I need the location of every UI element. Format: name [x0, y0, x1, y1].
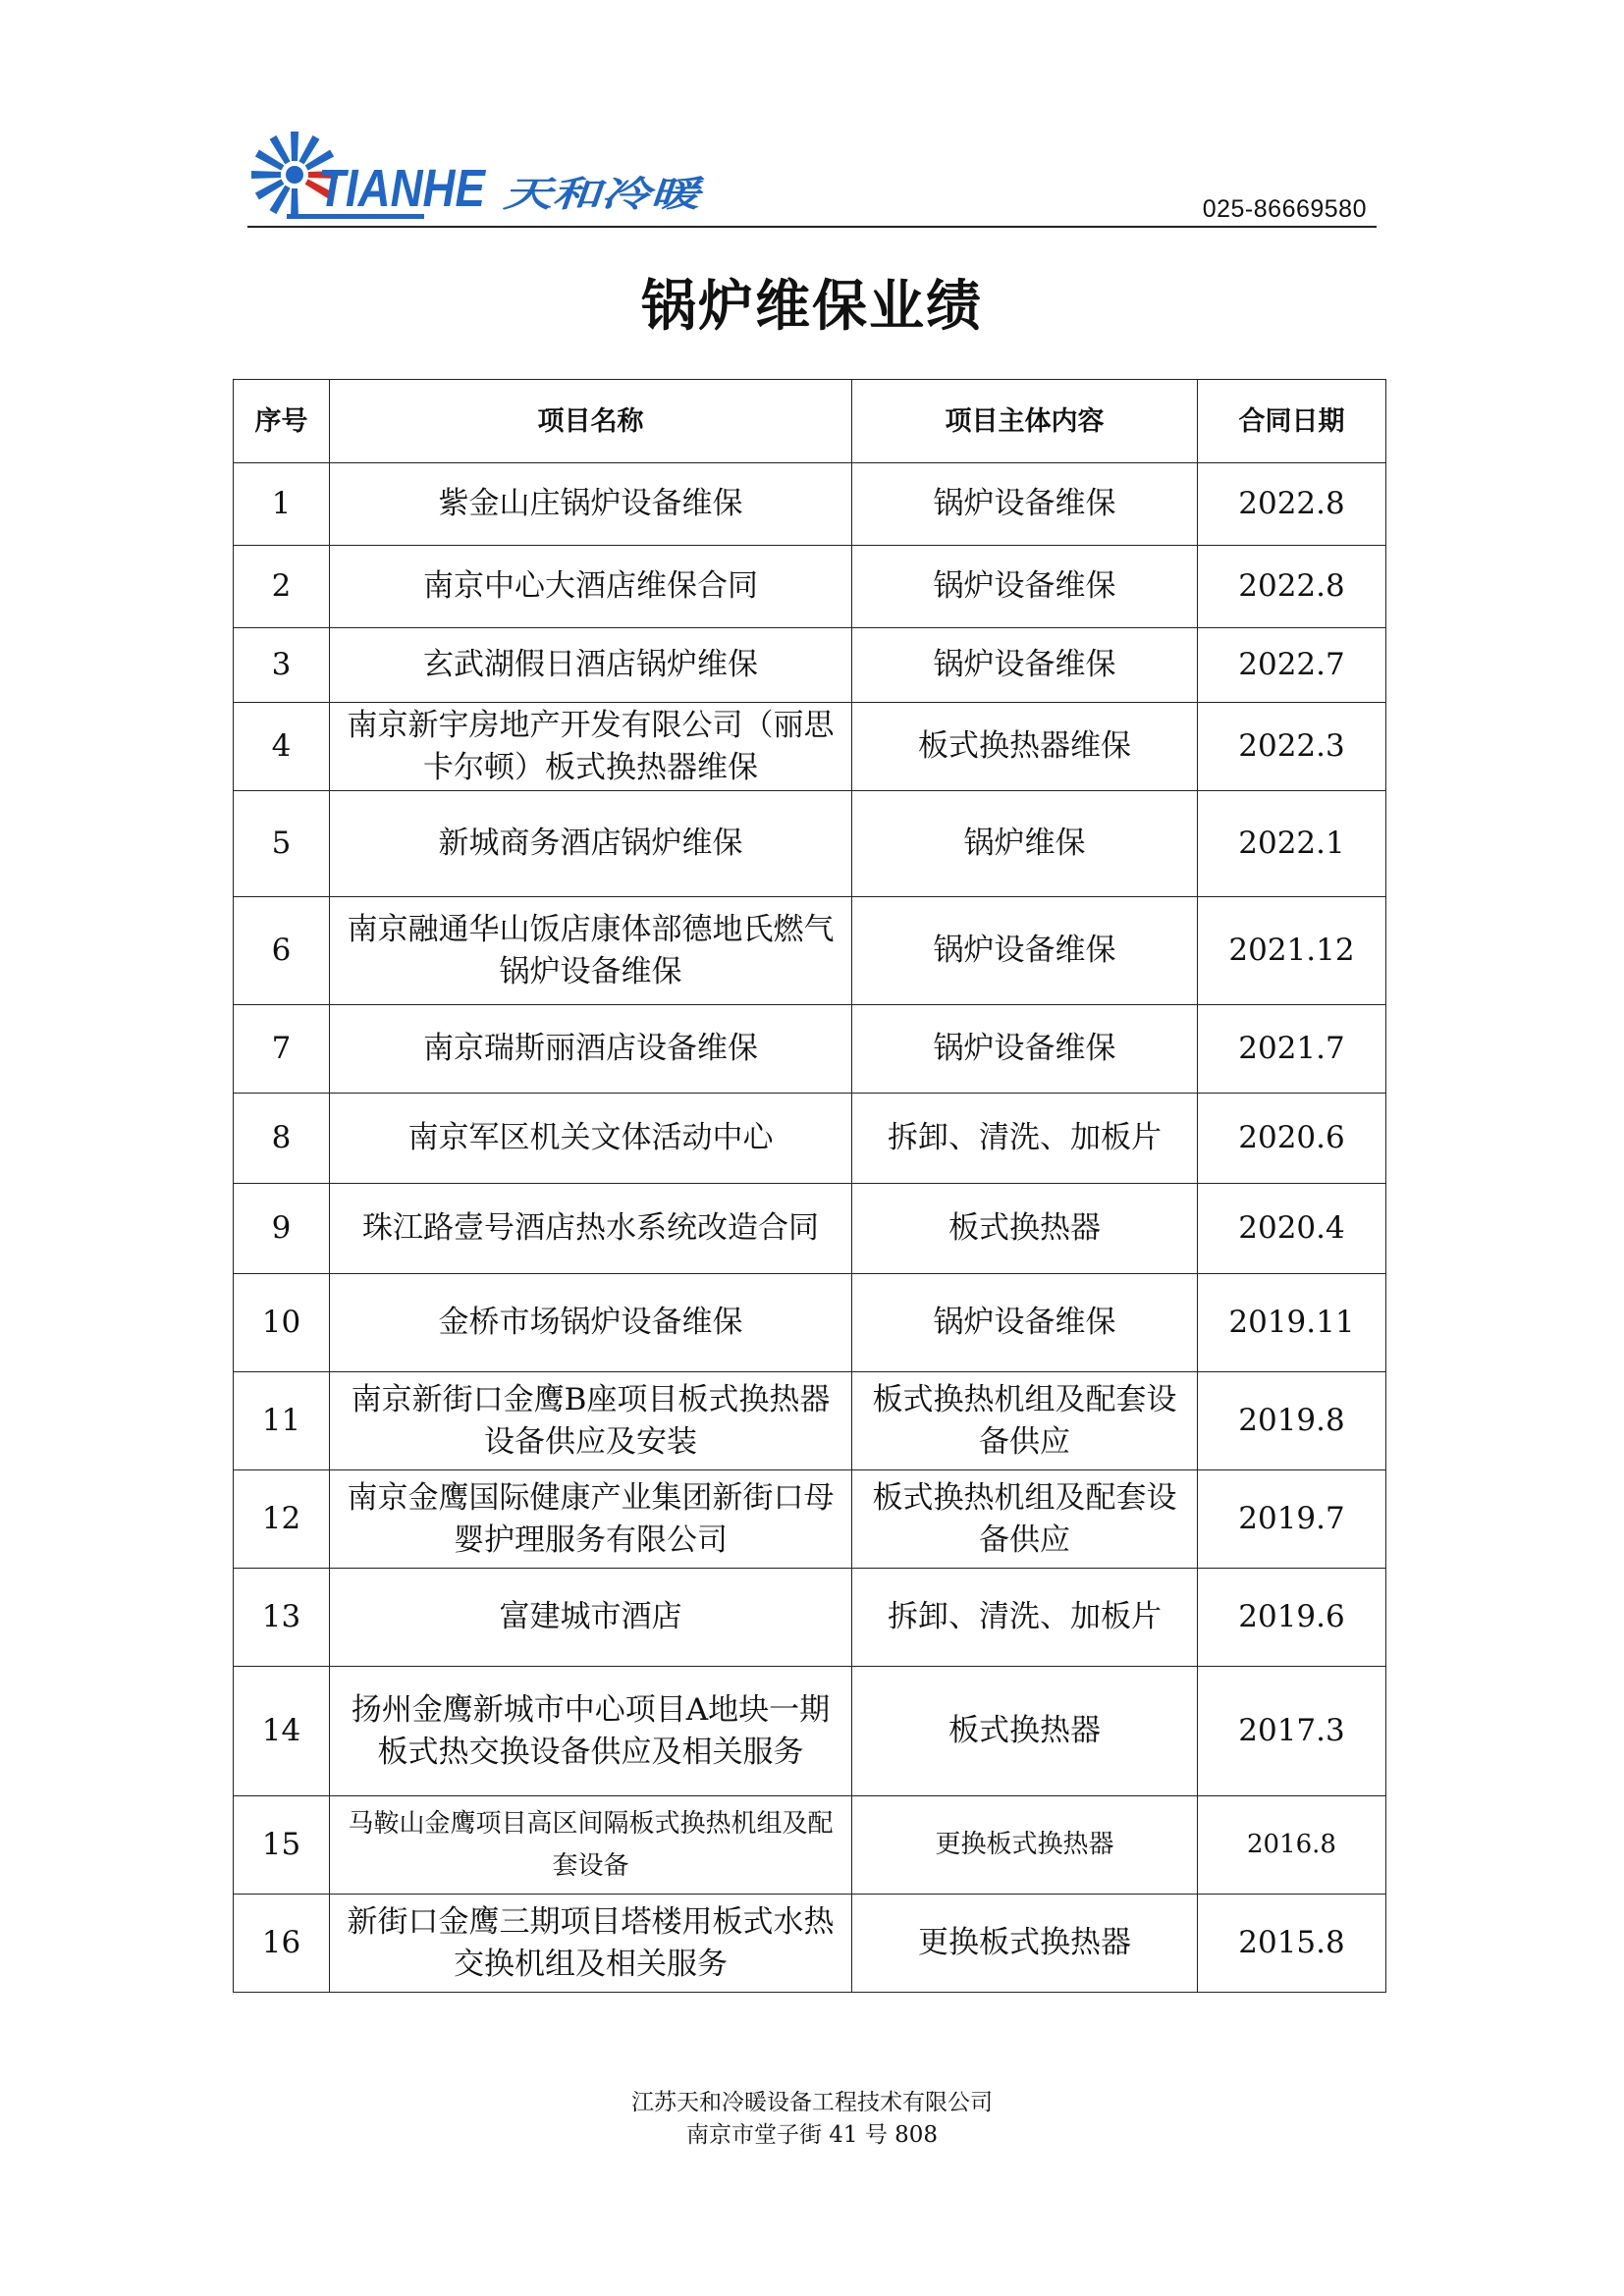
cell-content: 拆卸、清洗、加板片	[852, 1094, 1198, 1184]
cell-date: 2019.11	[1198, 1274, 1386, 1372]
column-header-name: 项目名称	[330, 380, 852, 463]
cell-no: 4	[234, 703, 330, 791]
cell-content: 板式换热器维保	[852, 703, 1198, 791]
page-title: 锅炉维保业绩	[641, 275, 983, 339]
cell-name: 马鞍山金鹰项目高区间隔板式换热机组及配套设备	[330, 1796, 852, 1895]
cell-name: 扬州金鹰新城市中心项目A地块一期板式热交换设备供应及相关服务	[330, 1667, 852, 1796]
cell-no: 1	[234, 463, 330, 546]
company-logo	[247, 124, 738, 222]
cell-content: 锅炉设备维保	[852, 1274, 1198, 1372]
table-row	[234, 628, 1386, 703]
table-header-row	[234, 380, 1386, 463]
cell-content: 板式换热机组及配套设备供应	[852, 1470, 1198, 1569]
cell-date: 2022.7	[1198, 628, 1386, 703]
page-header	[247, 118, 1377, 228]
column-header-date: 合同日期	[1198, 380, 1386, 463]
column-header-content: 项目主体内容	[852, 380, 1198, 463]
logo-chinese-text: 天和冷暖	[501, 174, 705, 215]
logo-text: TIANHE	[318, 159, 487, 218]
cell-date: 2016.8	[1198, 1796, 1386, 1895]
cell-content: 锅炉设备维保	[852, 628, 1198, 703]
cell-content: 锅炉设备维保	[852, 897, 1198, 1005]
table-row	[234, 897, 1386, 1005]
cell-name: 南京金鹰国际健康产业集团新街口母婴护理服务有限公司	[330, 1470, 852, 1569]
cell-name: 南京瑞斯丽酒店设备维保	[330, 1005, 852, 1094]
table-row	[234, 1184, 1386, 1274]
table-row	[234, 546, 1386, 628]
footer-address: 南京市堂子街 41 号 808	[685, 2122, 939, 2148]
cell-content: 锅炉设备维保	[852, 1005, 1198, 1094]
cell-content: 锅炉维保	[852, 791, 1198, 897]
cell-date: 2022.8	[1198, 463, 1386, 546]
cell-name: 南京中心大酒店维保合同	[330, 546, 852, 628]
cell-no: 7	[234, 1005, 330, 1094]
cell-date: 2022.8	[1198, 546, 1386, 628]
table-row	[234, 791, 1386, 897]
cell-no: 13	[234, 1569, 330, 1667]
cell-no: 16	[234, 1895, 330, 1993]
table-row	[234, 1094, 1386, 1184]
table-row	[234, 1372, 1386, 1470]
cell-name: 南京新街口金鹰B座项目板式换热器设备供应及安装	[330, 1372, 852, 1470]
phone-number: 025-86669580	[1202, 195, 1367, 223]
table-row	[234, 703, 1386, 791]
cell-name: 紫金山庄锅炉设备维保	[330, 463, 852, 546]
cell-no: 6	[234, 897, 330, 1005]
cell-content: 锅炉设备维保	[852, 546, 1198, 628]
page-footer	[0, 2087, 1624, 2152]
cell-no: 11	[234, 1372, 330, 1470]
cell-date: 2019.7	[1198, 1470, 1386, 1569]
cell-no: 14	[234, 1667, 330, 1796]
table-row	[234, 1667, 1386, 1796]
cell-content: 锅炉设备维保	[852, 463, 1198, 546]
cell-no: 8	[234, 1094, 330, 1184]
cell-no: 15	[234, 1796, 330, 1895]
cell-no: 2	[234, 546, 330, 628]
cell-date: 2019.8	[1198, 1372, 1386, 1470]
cell-no: 12	[234, 1470, 330, 1569]
cell-name: 金桥市场锅炉设备维保	[330, 1274, 852, 1372]
cell-date: 2022.1	[1198, 791, 1386, 897]
table-row	[234, 1569, 1386, 1667]
cell-content: 板式换热器	[852, 1667, 1198, 1796]
cell-name: 新城商务酒店锅炉维保	[330, 791, 852, 897]
table-row	[234, 1470, 1386, 1569]
cell-content: 更换板式换热器	[852, 1796, 1198, 1895]
cell-no: 9	[234, 1184, 330, 1274]
cell-name: 珠江路壹号酒店热水系统改造合同	[330, 1184, 852, 1274]
cell-date: 2019.6	[1198, 1569, 1386, 1667]
cell-name: 南京军区机关文体活动中心	[330, 1094, 852, 1184]
table-row	[234, 1796, 1386, 1895]
cell-date: 2017.3	[1198, 1667, 1386, 1796]
cell-content: 板式换热机组及配套设备供应	[852, 1372, 1198, 1470]
footer-company: 江苏天和冷暖设备工程技术有限公司	[631, 2090, 993, 2115]
cell-date: 2022.3	[1198, 703, 1386, 791]
table-row	[234, 1274, 1386, 1372]
cell-date: 2021.12	[1198, 897, 1386, 1005]
cell-no: 10	[234, 1274, 330, 1372]
cell-name: 玄武湖假日酒店锅炉维保	[330, 628, 852, 703]
cell-name: 南京新宇房地产开发有限公司（丽思卡尔顿）板式换热器维保	[330, 703, 852, 791]
cell-date: 2020.4	[1198, 1184, 1386, 1274]
cell-date: 2021.7	[1198, 1005, 1386, 1094]
cell-name: 南京融通华山饭店康体部德地氏燃气锅炉设备维保	[330, 897, 852, 1005]
cell-content: 板式换热器	[852, 1184, 1198, 1274]
table-row	[234, 1895, 1386, 1993]
table-row	[234, 463, 1386, 546]
cell-name: 富建城市酒店	[330, 1569, 852, 1667]
cell-name: 新街口金鹰三期项目塔楼用板式水热交换机组及相关服务	[330, 1895, 852, 1993]
cell-content: 拆卸、清洗、加板片	[852, 1569, 1198, 1667]
cell-date: 2015.8	[1198, 1895, 1386, 1993]
column-header-no: 序号	[234, 380, 330, 463]
cell-no: 5	[234, 791, 330, 897]
performance-table	[233, 379, 1386, 1993]
cell-date: 2020.6	[1198, 1094, 1386, 1184]
table-row	[234, 1005, 1386, 1094]
cell-no: 3	[234, 628, 330, 703]
cell-content: 更换板式换热器	[852, 1895, 1198, 1993]
